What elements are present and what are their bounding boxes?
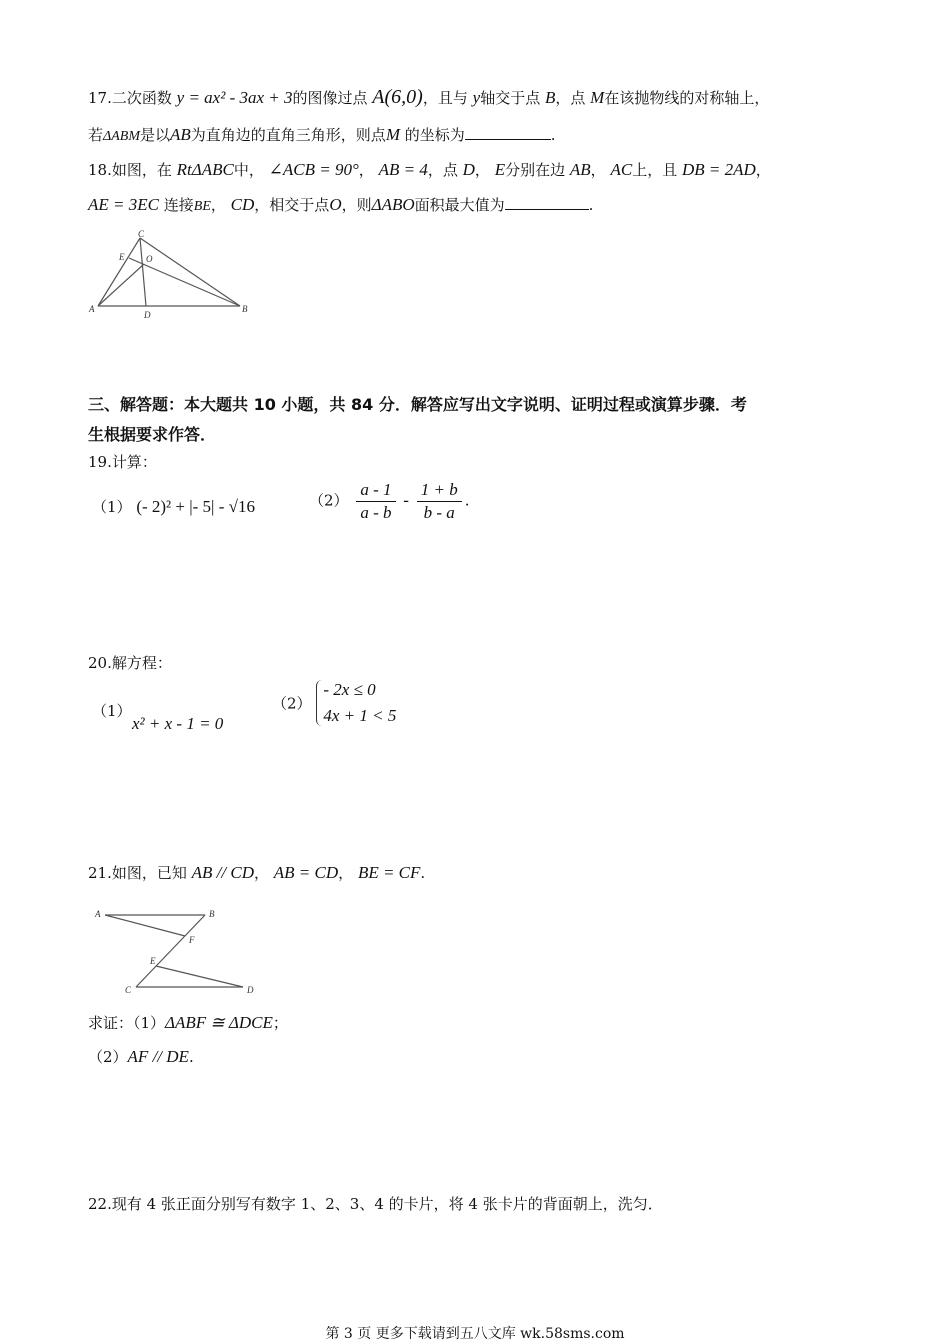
q18-line1: 18.如图，在 RtΔABC中， ∠ACB = 90°， AB = 4，点 D， E分别在边 AB， AC上，且 DB = 2AD， [88, 160, 771, 179]
q17-line2: 若ΔABM是以AB为直角边的直角三角形，则点M 的坐标为 . [88, 125, 556, 144]
q17-number: 17. [88, 89, 112, 107]
section-3-heading-line2: 生根据要求作答． [88, 425, 217, 444]
q18-number: 18. [88, 161, 112, 179]
q21-figure [90, 905, 265, 997]
q21-statement: 21.如图，已知 AB // CD， AB = CD， BE = CF. [88, 863, 426, 882]
label-a: A [95, 909, 101, 919]
segment-cd [140, 238, 146, 306]
q17-function: y = ax² - 3ax + 3 [176, 88, 293, 107]
inequality-system: - 2x ≤ 0 4x + 1 < 5 [316, 680, 396, 726]
q21-prove-1: 求证：（1）ΔABF ≅ ΔDCE； [88, 1013, 288, 1032]
label-b: B [209, 909, 215, 919]
q19-title: 19.计算： [88, 453, 157, 471]
q18-line2: AE = 3EC 连接BE， CD，相交于点O，则ΔABO面积最大值为 . [88, 195, 594, 214]
q20-title: 20.解方程： [88, 654, 172, 672]
q19-expression-1: (- 2)² + |- 5| - √16 [136, 497, 255, 516]
label-o: O [146, 254, 153, 264]
q19-part2: （2） $\frac{a - 1}{a - b}$ - $\frac{1 + b}{b - a}$ . [309, 480, 470, 522]
q22-statement: 22.现有 4 张正面分别写有数字 1、2、3、4 的卡片，将 4 张卡片的背面朝上，洗匀． [88, 1195, 663, 1213]
answer-blank [465, 125, 551, 140]
segment-ao [98, 264, 144, 306]
answer-blank [505, 195, 589, 210]
q17-point-a: A(6,0) [372, 86, 423, 108]
section-3-heading-line1: 三、解答题：本大题共 10 小题，共 84 分．解答应写出文字说明、证明过程或演算步骤．考 [88, 395, 747, 414]
label-b: B [242, 304, 248, 314]
q20-part2: （2） - 2x ≤ 0 4x + 1 < 5 [272, 680, 397, 725]
label-e: E [150, 956, 156, 966]
label-f: F [189, 935, 195, 945]
fraction-2: $\frac{1 + b}{b - a}$ [417, 480, 462, 523]
segment-de [156, 966, 243, 987]
fraction-1: $\frac{a - 1}{a - b}$ [356, 480, 395, 523]
q21-prove-2: （2）AF // DE. [88, 1047, 194, 1066]
label-c: C [125, 985, 132, 995]
label-e: E [119, 252, 125, 262]
label-d: D [144, 310, 151, 320]
label-c: C [138, 230, 145, 239]
q19-part1: （1） (- 2)² + |- 5| - √16 [92, 497, 255, 516]
q18-triangle-figure [86, 230, 256, 322]
q20-part1-label: （1） [92, 702, 132, 720]
label-d: D [247, 985, 254, 995]
segment-af [105, 915, 185, 936]
label-a: A [89, 304, 95, 314]
page-footer: 第 3 页 更多下载请到五八文库 wk.58sms.com [325, 1326, 625, 1342]
segment-ac [98, 238, 140, 306]
q20-equation: x² + x - 1 = 0 [132, 714, 224, 733]
segment-cb [140, 238, 240, 306]
q17-line1: 17.二次函数 y = ax² - 3ax + 3的图像过点 A(6,0)，且与 y轴交于点 B，点 M在该抛物线的对称轴上， [88, 86, 770, 108]
